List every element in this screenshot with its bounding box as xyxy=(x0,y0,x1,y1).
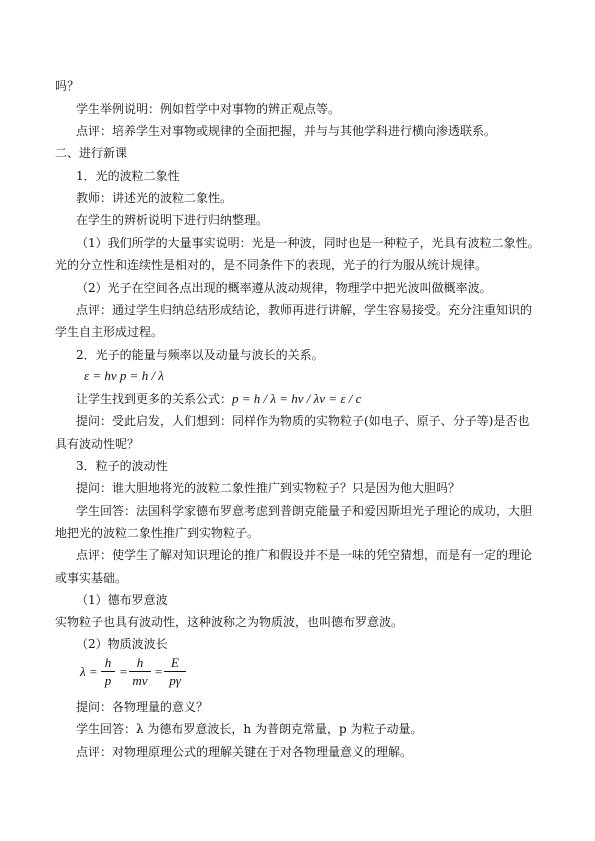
text-line: 提问：各物理量的意义？ xyxy=(76,700,209,714)
subsection-heading: 1．光的波粒二象性 xyxy=(76,169,180,183)
text-line: 教师：讲述光的波粒二象性。 xyxy=(76,191,233,205)
text-line: 或事实基础。 xyxy=(55,571,128,585)
formula-equals: = xyxy=(119,664,128,679)
text-line: 提问：谁大胆地将光的波粒二象性推广到实物粒子？只是因为他大胆吗？ xyxy=(76,481,461,495)
fraction-h-over-p xyxy=(101,655,115,688)
fraction-numerator: E xyxy=(171,655,179,670)
subsection-heading: 3．粒子的波动性 xyxy=(76,459,168,473)
text-line: （2）物质波波长 xyxy=(76,637,168,651)
fraction-bar xyxy=(164,671,186,672)
text-line: 在学生的辨析说明下进行归纳整理。 xyxy=(76,213,269,227)
text-line: （1）德布罗意波 xyxy=(76,593,168,607)
text-line: （1）我们所学的大量事实说明：光是一种波，同时也是一种粒子，光具有波粒二象性。 xyxy=(76,236,540,250)
text-line: 让学生找到更多的关系公式： xyxy=(76,392,233,406)
fraction-e-over-p-gamma xyxy=(164,655,186,688)
text-line: 具有波动性呢？ xyxy=(55,437,140,451)
text-line: 实物粒子也具有波动性，这种波称之为物质波，也叫德布罗意波。 xyxy=(55,615,404,629)
text-line: 光的分立性和连续性是相对的，是不同条件下的表现，光子的行为服从统计规律。 xyxy=(55,258,488,272)
fraction-denominator: p xyxy=(104,673,112,688)
fraction-bar xyxy=(129,671,151,672)
formula-energy-momentum: ε = hν p = h / λ xyxy=(84,368,164,383)
text-line: 地把光的波粒二象性推广到实物粒子。 xyxy=(55,526,260,540)
fraction-denominator: mv xyxy=(132,673,148,688)
text-line: 点评：培养学生对事物或规律的全面把握，并与与其他学科进行横向渗透联系。 xyxy=(76,124,497,138)
section-heading: 二、进行新课 xyxy=(55,146,128,160)
text-line: 点评：对物理原理公式的理解关键在于对各物理量意义的理解。 xyxy=(76,745,413,759)
text-line: 学生自主形成过程。 xyxy=(55,325,164,339)
formula-relations: p = h / λ = hν / λν = ε / c xyxy=(232,391,362,406)
subsection-heading: 2．光子的能量与频率以及动量与波长的关系。 xyxy=(76,348,324,362)
fraction-denominator: pγ xyxy=(169,673,181,688)
text-line: 吗？ xyxy=(55,79,80,93)
text-line: 提问：受此启发，人们想到：同样作为物质的实物粒子(如电子、原子、分子等)是否也 xyxy=(76,414,530,428)
fraction-numerator: h xyxy=(136,655,144,670)
text-line: 学生回答：法国科学家德布罗意考虑到普朗克能量子和爱因斯坦光子理论的成功，大胆 xyxy=(76,504,533,518)
text-line: （2）光子在空间各点出现的概率遵从波动规律，物理学中把光波叫做概率波。 xyxy=(76,281,492,295)
fraction-bar xyxy=(101,671,115,672)
fraction-numerator: h xyxy=(104,655,112,670)
text-line: 点评：通过学生归纳总结形成结论，教师再进行讲解，学生容易接受。充分注重知识的 xyxy=(76,303,533,317)
fraction-h-over-mv xyxy=(129,655,151,688)
text-line: 学生举例说明：例如哲学中对事物的辨正观点等。 xyxy=(76,102,341,116)
formula-lambda-lhs: λ = xyxy=(80,664,98,679)
formula-equals: = xyxy=(154,664,163,679)
text-line: 点评：使学生了解对知识理论的推广和假设并不是一味的凭空猜想，而是有一定的理论 xyxy=(76,548,533,562)
text-line: 学生回答：λ 为德布罗意波长，h 为普朗克常量，p 为粒子动量。 xyxy=(76,722,423,736)
